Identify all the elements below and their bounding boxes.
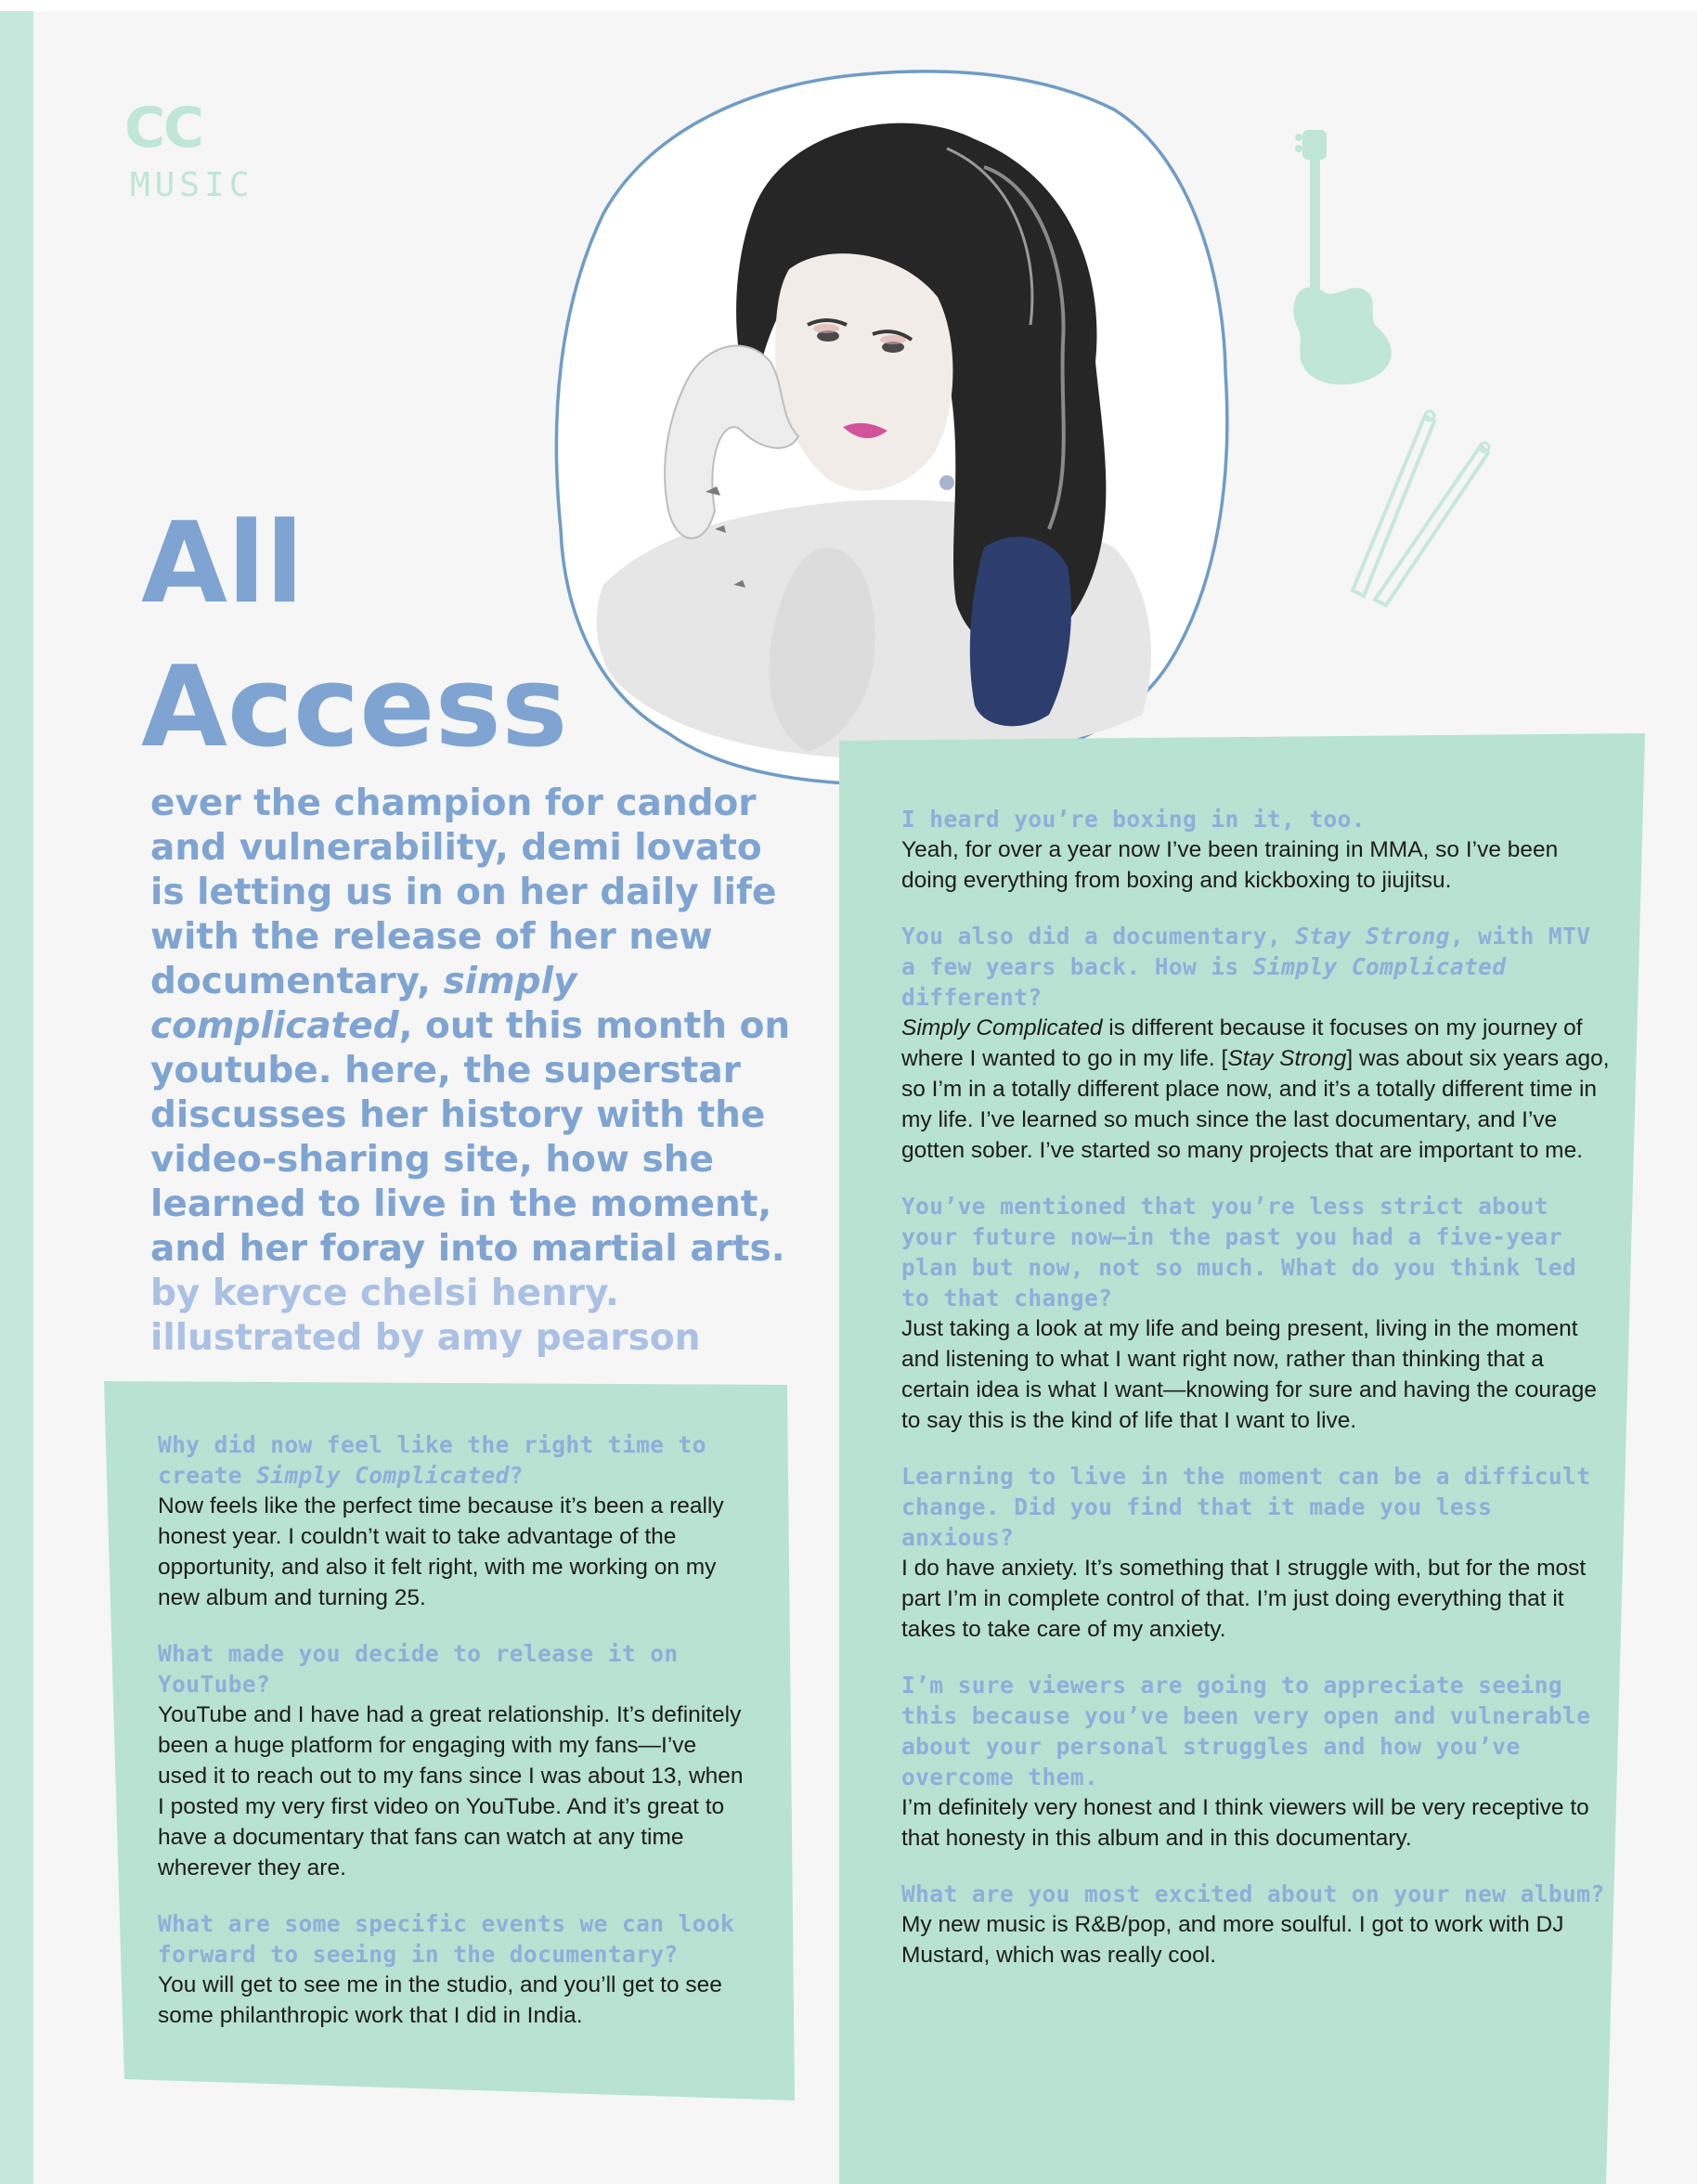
qa-panel-left xyxy=(102,1381,798,2105)
answer: Now feels like the perfect time because it’s been a really honest year. I couldn’t wait to take advantage of the opportunity, and also it felt right, with me working on my new album and turning 25. xyxy=(158,1493,724,1610)
left-accent-bar xyxy=(0,11,33,2184)
guitar-icon xyxy=(1286,130,1402,390)
section-label: MUSIC xyxy=(130,166,254,204)
drumsticks-icon xyxy=(1341,408,1490,608)
article-deck: ever the champion for candor and vulnerability, demi lovato is letting us in on her daily life with the release of her new documentary, simply complicated, out this month on youtube. here, the superstar discusses her history with the video-sharing site, how she learned to live in the moment, and her foray into martial arts. by keryce chelsi henry. illustrated by amy pearson xyxy=(150,782,791,1359)
question: I’m sure viewers are going to appreciate seeing this because you’ve been very open and vulnerable about your personal struggles and how you’ve overcome them. xyxy=(901,1672,1591,1790)
question: You’ve mentioned that you’re less strict about your future now—in the past you had a five-year plan but now, not so much. What do you think led to that change? xyxy=(901,1193,1577,1312)
qa-list-right xyxy=(901,804,1616,1996)
answer: Just taking a look at my life and being present, living in the moment and listening to what I want right now, rather than thinking that a certain idea is what I want—knowing for sure and having the courage to say this is the kind of life that I want to live. xyxy=(901,1316,1598,1433)
answer: Simply Complicated is different because it focuses on my journey of where I wanted to go in my life. [Stay Strong] was about six years ago, so I’m in a totally different place now, and it’s a totally different time in my life. I’ve learned so much since the last documentary, and I’ve gotten sober. I’ve started so many projects that are important to me. xyxy=(901,1015,1610,1163)
question: What are some specific events we can look forward to seeing in the documentary? xyxy=(158,1910,735,1968)
byline: by keryce chelsi henry. illustrated by amy pearson xyxy=(150,1273,701,1359)
answer: My new music is R&B/pop, and more soulful. I got to work with DJ Mustard, which was really cool. xyxy=(901,1912,1564,1968)
question: Learning to live in the moment can be a difficult change. Did you find that it made you less anxious? xyxy=(901,1463,1591,1551)
question: I heard you’re boxing in it, too. xyxy=(901,806,1366,833)
answer: Yeah, for over a year now I’ve been training in MMA, so I’ve been doing everything from boxing and kickboxing to jiujitsu. xyxy=(901,837,1559,893)
question: What made you decide to release it on YouTube? xyxy=(158,1640,679,1698)
answer: I do have anxiety. It’s something that I struggle with, but for the most part I’m in complete control of that. I’m just doing everything that it takes to take care of my anxiety. xyxy=(901,1556,1587,1642)
portrait-illustration xyxy=(548,65,1235,789)
answer: YouTube and I have had a great relationship. It’s definitely been a huge platform for engaging with my fans—I’ve used it to reach out to my fans since I was about 13, when I posted my very first video on YouTube. And it’s great to have a documentary that fans can watch at any time wherever they are. xyxy=(158,1702,744,1880)
qa-panel-right xyxy=(839,733,1647,2184)
qa-list-left xyxy=(158,1429,752,2056)
question: Why did now feel like the right time to create Simply Complicated? xyxy=(158,1431,706,1489)
answer: I’m definitely very honest and I think viewers will be very receptive to that honesty in this album and in this documentary. xyxy=(901,1795,1589,1851)
answer: You will get to see me in the studio, and you’ll get to see some philanthropic work that I did in India. xyxy=(158,1972,722,2028)
question: You also did a documentary, Stay Strong, with MTV a few years back. How is Simply Complicated different? xyxy=(901,923,1591,1011)
magazine-logo: CC xyxy=(124,96,203,161)
article-title: All Access xyxy=(141,499,568,772)
question: What are you most excited about on your new album? xyxy=(901,1880,1605,1907)
top-strip xyxy=(0,0,1697,11)
